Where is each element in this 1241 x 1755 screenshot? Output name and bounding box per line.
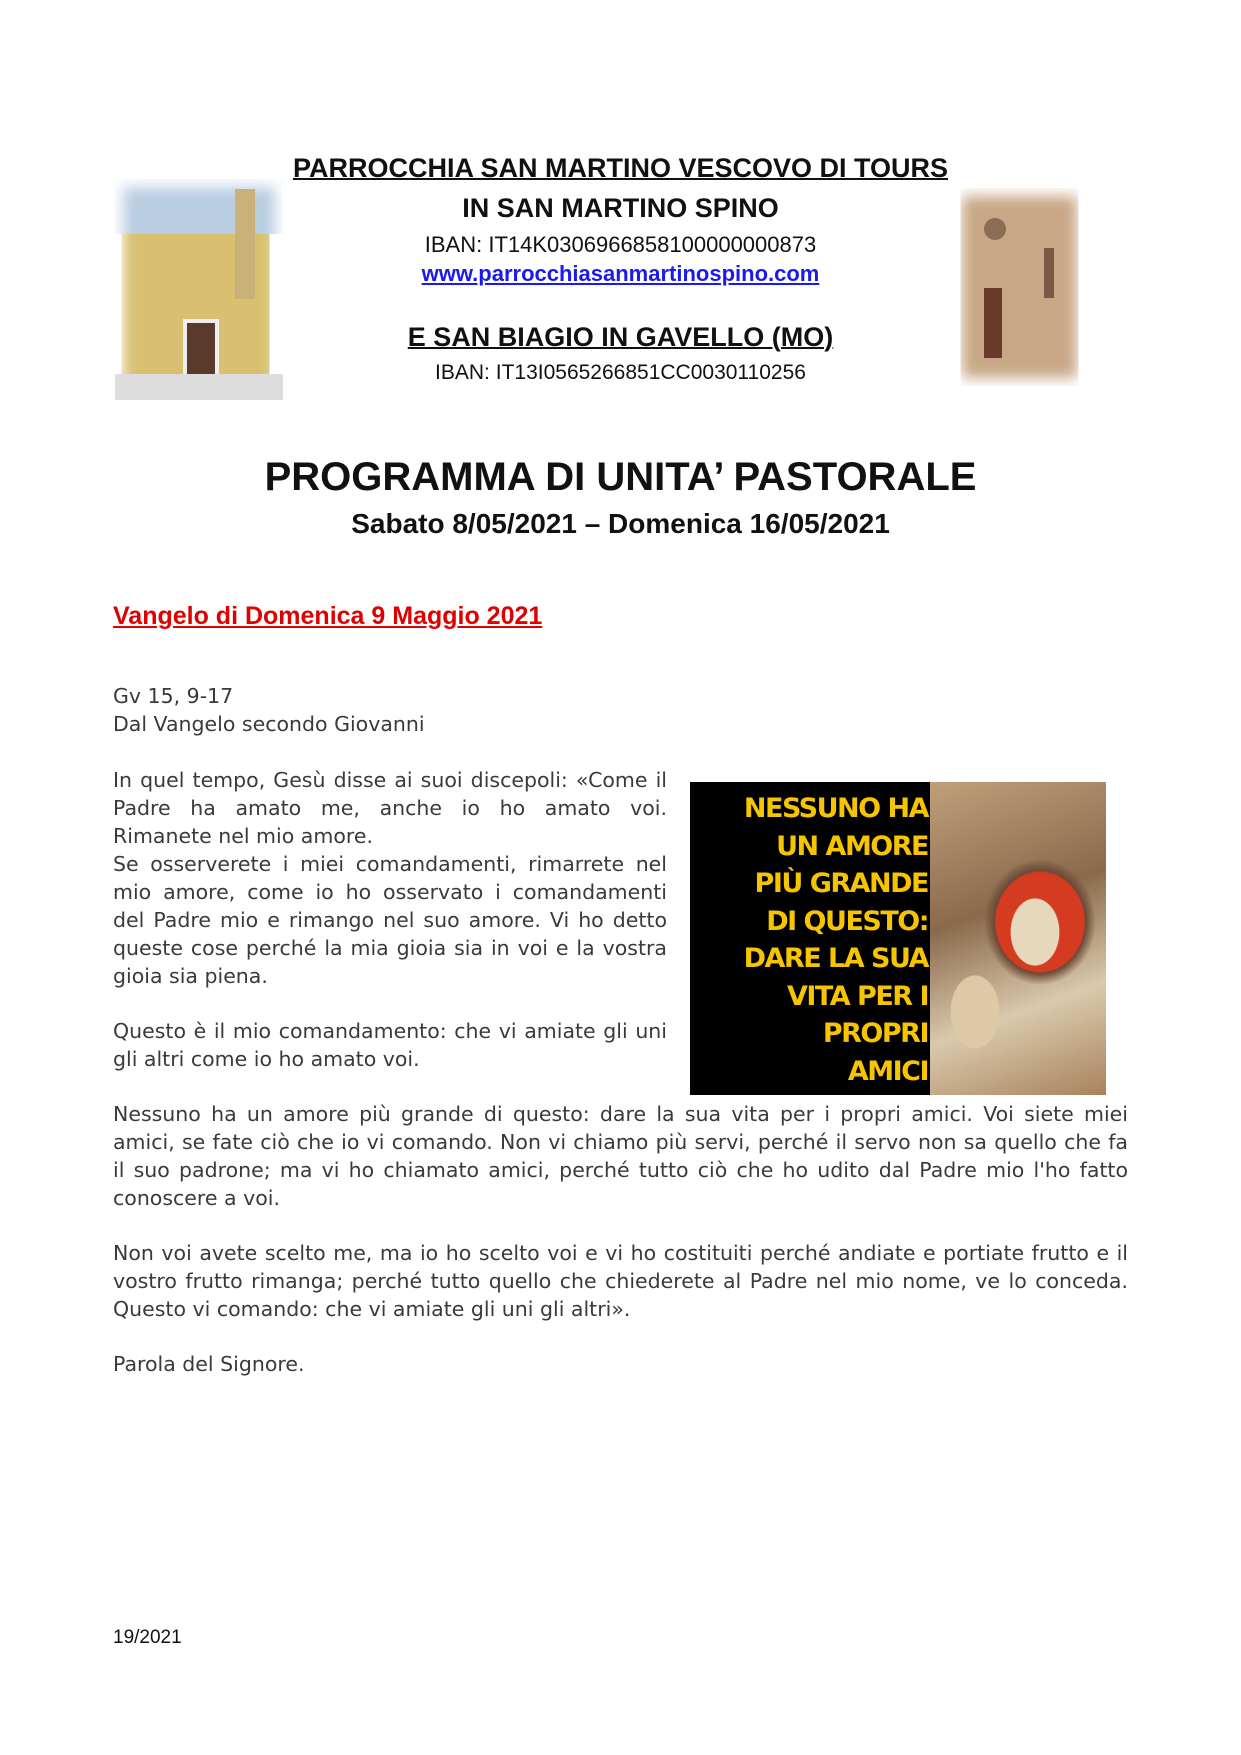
poster-line: NESSUNO HA xyxy=(743,793,928,824)
iban-san-biagio: IBAN: IT13I0565266851CC0030110256 xyxy=(435,361,806,384)
mosaic-jesus-illustration xyxy=(930,782,1106,1095)
poster-line: AMICI xyxy=(847,1055,928,1087)
poster-line: PROPRI xyxy=(822,1018,928,1049)
gospel-reference: Gv 15, 9-17 xyxy=(113,684,234,708)
program-title: PROGRAMMA DI UNITA’ PASTORALE xyxy=(264,455,977,499)
gospel-paragraph: Questo è il mio comandamento: che vi amiate gli uni gli altri come io ho amato voi. xyxy=(113,1019,667,1071)
gospel-poster-image xyxy=(690,782,1106,1095)
poster-line: DI QUESTO: xyxy=(766,905,928,937)
poster-line: PIÙ GRANDE xyxy=(754,868,928,899)
poster-quote xyxy=(690,790,928,1090)
gospel-paragraph: Non voi avete scelto me, ma io ho scelto voi e vi ho costituiti perché andiate e portiate frutto e il vostro frutto rimanga; perché tutto quello che chiederete al Padre nel mio nome, ve lo conceda. Questo vi comando: che vi amiate gli uni gli altri». xyxy=(113,1241,1128,1321)
gospel-closing: Parola del Signore. xyxy=(113,1352,305,1376)
poster-line: DARE LA SUA xyxy=(743,943,928,974)
issue-number: 19/2021 xyxy=(113,1627,182,1648)
iban-san-martino: IBAN: IT14K0306966858100000000873 xyxy=(424,232,817,257)
gospel-source: Dal Vangelo secondo Giovanni xyxy=(113,712,425,736)
gospel-heading: Vangelo di Domenica 9 Maggio 2021 xyxy=(113,602,543,630)
gospel-text-full xyxy=(113,1100,1128,1378)
gospel-paragraph: In quel tempo, Gesù disse ai suoi discepoli: «Come il Padre ha amato me, anche io ho amato voi. Rimanete nel mio amore. xyxy=(113,768,667,848)
poster-line: UN AMORE xyxy=(776,830,928,862)
gospel-paragraph: Nessuno ha un amore più grande di questo: dare la sua vita per i propri amici. Voi siete miei amici, se fate ciò che io vi comando. Non vi chiamo più servi, perché il servo non sa quello che fa il suo padrone; ma vi ho chiamato amici, perché tutto ciò che ho udito dal Padre mio l'ho fatto conoscere a voi. xyxy=(113,1102,1128,1210)
parish-san-biagio-title: E SAN BIAGIO IN GAVELLO (MO) xyxy=(407,322,834,352)
program-dates: Sabato 8/05/2021 – Domenica 16/05/2021 xyxy=(351,508,890,539)
parish-title: PARROCCHIA SAN MARTINO VESCOVO DI TOURS xyxy=(292,153,949,183)
parish-location: IN SAN MARTINO SPINO xyxy=(462,193,779,223)
poster-line: VITA PER I xyxy=(786,980,928,1012)
website-link[interactable]: www.parrocchiasanmartinospino.com xyxy=(421,261,820,286)
gospel-paragraph: Se osserverete i miei comandamenti, rimarrete nel mio amore, come io ho osservato i comandamenti del Padre mio e rimango nel suo amore. Vi ho detto queste cose perché la mia gioia sia in voi e la vostra gioia sia piena. xyxy=(113,852,667,988)
gospel-text-column xyxy=(113,766,667,1073)
